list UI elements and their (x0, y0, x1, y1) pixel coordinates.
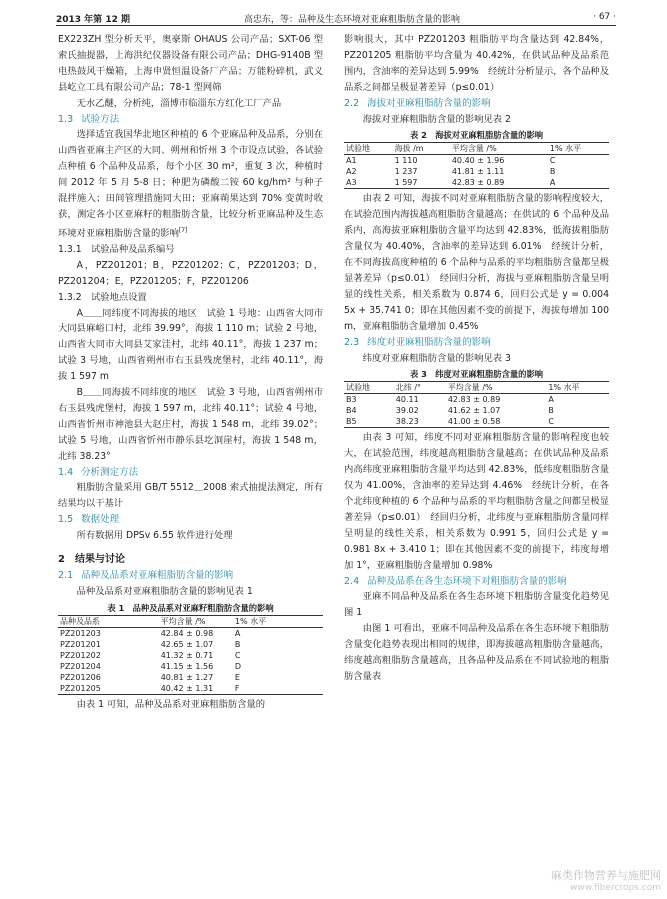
table-cell: 42.83 ± 0.89 (447, 395, 501, 405)
table-row (58, 661, 323, 672)
paragraph-table-3-result: 由表 3 可知，纬度不同对亚麻粗脂肪含量的影响程度也较大，在试验范围，纬度越高粗脂肪含量越高；在供试品种及品系内高纬度亚麻粗脂肪含量平均达到 42.83%，低纬度粗脂肪含量仅为 41.00%，含油率的差异达到 4.46% 经统计分析，在各个北纬度种植的 6 个品种与品系的平均粗脂肪含量之间都呈极显著差异（p≤0.01） 经回归分析，北纬度与亚麻粗脂肪含量同样呈明显的线性关系，相关系数为 0.991 5，回归公式是 y = 0.981 8x + 3.410 1；即在其他因素不变的前提下，纬度每增加 1°，亚麻粗脂肪含量增加 0.98% (344, 432, 609, 571)
issue-label: 2013 年第 12 期 (56, 15, 130, 25)
table-cell: 40.81 ± 1.27 (160, 672, 214, 682)
table-2-caption: 表 2 海拔对亚麻粗脂肪含量的影响 (409, 130, 544, 141)
paragraph-continued: 影响很大，其中 PZ201203 粗脂肪平均含量达到 42.84%，PZ201205 粗脂肪平均含量为 40.42%，在供试品种及品系范围内，含油率的差异达到 5.99% 经统计分析显示，各个品种及品系之间都呈极显著差异（p≤0.01） (344, 34, 609, 93)
table-2 (344, 142, 609, 189)
right-column (344, 32, 609, 685)
table-header-cell: 试验地 (346, 144, 370, 154)
table-cell: PZ201203 (60, 628, 101, 638)
table-row (58, 672, 323, 683)
table-cell: 40.11 (395, 395, 419, 405)
table-cell: B3 (346, 395, 357, 405)
table-cell: A3 (346, 178, 357, 188)
table-header-cell: 平均含量 /% (447, 383, 493, 393)
table-cell: PZ201202 (60, 650, 101, 660)
table-header-cell: 1% 水平 (549, 144, 582, 154)
section-2-1-heading: 2.1 品种及品系对亚麻粗脂肪含量的影响 (58, 570, 234, 581)
paragraph-2-1: 品种及品系对亚麻粗脂肪含量的影响见表 1 (76, 585, 253, 597)
running-title: 高忠东，等：品种及生态环境对亚麻粗脂肪含量的影响 (244, 15, 461, 25)
table-cell: B (549, 167, 556, 177)
table-cell: C (549, 156, 556, 166)
table-cell: D (234, 661, 242, 671)
paragraph-equipment: EX223ZH 型分析天平，奥豪斯 OHAUS 公司产品；SXT-06 型索氏抽提器，上海洪纪仪器设备有限公司产品；DHG-9140B 型电热鼓风干燥箱，上海申贤恒温设备厂产品；万能粉碎机，武义县屹立工具有限公司产品；78-1 型网筛 (58, 34, 323, 93)
paragraph-analysis: 粗脂肪含量采用 GB/T 5512＿2008 索式抽提法测定，所有结果均以干基计 (58, 482, 323, 510)
page-header (56, 10, 616, 26)
table-header-cell: 海拔 /m (394, 144, 424, 154)
section-2-heading: 2 结果与讨论 (58, 554, 125, 566)
section-2-3-heading: 2.3 纬度对亚麻粗脂肪含量的影响 (344, 336, 491, 348)
table-cell: 1 597 (394, 178, 418, 188)
table-header-row (344, 382, 609, 394)
table-cell: 41.15 ± 1.56 (160, 661, 214, 671)
table-cell: PZ201205 (60, 683, 101, 693)
section-1-5-heading: 1.5 数据处理 (58, 514, 120, 526)
table-1-caption: 表 1 品种及品系对亚麻籽粗脂肪含量的影响 (107, 602, 274, 613)
section-1-3-2-heading: 1.3.2 试验地点设置 (58, 291, 147, 303)
table-row (344, 177, 609, 189)
table-row (58, 683, 323, 695)
section-2-4-heading: 2.4 品种及品系在各生态环境下对粗脂肪含量的影响 (344, 575, 567, 587)
paragraph-2-4: 亚麻不同品种及品系在各生态环境下粗脂肪含量变化趋势见图 1 (344, 591, 609, 619)
table-cell: 42.83 ± 0.89 (451, 178, 505, 188)
table-cell: B (234, 639, 241, 649)
table-row (58, 627, 323, 639)
site-watermark (541, 869, 661, 895)
table-cell: A1 (346, 156, 357, 166)
section-1-3-1-heading: 1.3.1 试验品种及品系编号 (58, 243, 175, 255)
paragraph-2-3: 纬度对亚麻粗脂肪含量的影响见表 3 (362, 352, 511, 364)
paragraph-site-b: B＿＿同海拔不同纬度的地区 试验 3 号地，山西省朔州市右玉县残虎堡村，海拔 1 597 m，北纬 40.11°；试验 4 号地，山西省忻州市神池县大赵庄村，海拔 1 548 m，北纬 39.02°；试验 5 号地，山西省忻州市静乐县圪洞崖村，海拔 1 548 m，北纬 38.23° (58, 387, 323, 462)
paragraph-site-a: A＿＿同纬度不同海拔的地区 试验 1 号地：山西省大同市大同县麻峪口村，北纬 39.99°，海拔 1 110 m；试验 2 号地，山西省大同市大同县艾家洼村，北纬 40.11°，海拔 1 237 m；试验 3 号地，山西省朔州市右玉县残虎堡村，北纬 40.11°，海拔 1 597 m (58, 307, 323, 383)
table-cell: B5 (346, 417, 357, 427)
watermark-title: 麻类作物营养与施肥网 (551, 869, 661, 882)
table-header-cell: 1% 水平 (548, 383, 580, 393)
table-cell: PZ201206 (60, 672, 101, 682)
table-cell: B (548, 406, 554, 416)
section-1-3-heading: 1.3 试验方法 (58, 113, 120, 125)
table-header-cell: 试验地 (346, 383, 370, 393)
section-1-4-heading: 1.4 分析测定方法 (58, 466, 139, 478)
table-cell: 1 110 (394, 156, 418, 166)
table-cell: E (234, 672, 240, 682)
table-row (58, 639, 323, 650)
table-header-row (344, 143, 609, 155)
table-cell: 40.42 ± 1.31 (160, 683, 214, 693)
table-cell: F (234, 683, 240, 693)
table-cell: 42.84 ± 0.98 (160, 628, 214, 638)
paragraph-varieties: A，PZ201201；B，PZ201202；C，PZ201203；D，PZ201204；E，PZ201205；F，PZ201206 (58, 259, 323, 287)
table-cell: B4 (346, 406, 357, 416)
table-cell: A (549, 178, 556, 188)
paragraph-table-1-result: 由表 1 可知，品种及品系对亚麻粗脂肪含量的 (76, 698, 266, 710)
table-cell: 41.00 ± 0.58 (447, 417, 501, 427)
table-row (344, 405, 609, 416)
table-row (58, 650, 323, 661)
table-cell: 41.62 ± 1.07 (447, 406, 501, 416)
paragraph-data-processing: 所有数据用 DPSv 6.55 软件进行处理 (76, 530, 233, 542)
section-2-2-heading: 2.2 海拔对亚麻粗脂肪含量的影响 (344, 97, 491, 109)
table-row (344, 166, 609, 177)
watermark-url: www.fibercrops.com (570, 883, 661, 893)
table-header-cell: 1% 水平 (234, 616, 267, 626)
page-number: · 67 · (593, 12, 616, 22)
table-row (344, 416, 609, 428)
table-cell: 40.40 ± 1.96 (451, 156, 505, 166)
table-header-cell: 品种及品系 (60, 616, 100, 626)
table-cell: 41.81 ± 1.11 (451, 167, 505, 177)
table-header-cell: 北纬 /° (395, 383, 422, 393)
paragraph-method: 选择适宜我国华北地区种植的 6 个亚麻品种及品系，分别在山西省亚麻主产区的大同、朔州和忻州 3 个市设点试验，各试验点种植 6 个品种及品系，每个小区 30 m²，重复 3 次，种植时间 2012 年 5 月 5-8 日；种肥为磷酸二铵 60 kg/hm² 与种子混拌施入；田间管理措施同大田；亚麻蒴果达到 70% 变黄时收获，测定各小区亚麻籽的粗脂肪含量，比较分析亚麻品种及生态环境对亚麻粗脂肪含量的影响[7] (58, 129, 323, 239)
table-cell: A2 (346, 167, 357, 177)
table-cell: C (548, 417, 554, 427)
paragraph-2-2: 海拔对亚麻粗脂肪含量的影响见表 2 (362, 113, 511, 125)
table-1 (58, 615, 323, 695)
table-header-cell: 平均含量 /% (160, 616, 206, 626)
paragraph-table-2-result: 由表 2 可知，海拔不同对亚麻粗脂肪含量的影响程度较大，在试验范围内海拔越高粗脂肪含量越高；在供试的 6 个品种及品系内，高海拔亚麻粗脂肪含量平均达到 42.83%，低海拔粗脂肪含量仅为 40.40%，含油率的差异达到 6.01% 经统计分析，在不同海拔高度种植的 6 个品种与品系的平均粗脂肪含量都呈极显著差异（p≤0.01） 经回归分析，海拔与亚麻粗脂肪含量呈明显的线性关系，相关系数为 0.874 6，回归公式是 y = 0.004 5x + 35.741 0；即在其他因素不变的前提下，海拔每增加 100 m，亚麻粗脂肪含量增加 0.45% (344, 193, 609, 332)
table-cell: A (234, 628, 241, 638)
table-3-caption: 表 3 纬度对亚麻粗脂肪含量的影响 (409, 369, 544, 380)
table-3 (344, 381, 609, 428)
left-column (58, 32, 323, 713)
table-cell: 38.23 (395, 417, 419, 427)
table-row (344, 394, 609, 406)
table-cell: 39.02 (395, 406, 419, 416)
table-header-cell: 平均含量 /% (451, 144, 497, 154)
table-cell: PZ201201 (60, 639, 101, 649)
paragraph-reagent: 无水乙醚，分析纯，淄博市临淄东方红化工厂产品 (76, 97, 282, 109)
table-cell: 41.32 ± 0.71 (160, 650, 214, 660)
table-cell: 1 237 (394, 167, 418, 177)
table-cell: C (234, 650, 241, 660)
table-cell: PZ201204 (60, 661, 101, 671)
table-header-row (58, 615, 323, 627)
table-row (344, 155, 609, 167)
paragraph-figure-1: 由图 1 可看出，亚麻不同品种及品系在各生态环境下粗脂肪含量变化趋势表现出相同的规律，即海拔越高粗脂肪含量越高，纬度越高粗脂肪含量越高，且各品种及品系在不同试验地的粗脂肪含量表 (344, 623, 609, 682)
table-cell: A (548, 395, 554, 405)
table-cell: 42.65 ± 1.07 (160, 639, 214, 649)
